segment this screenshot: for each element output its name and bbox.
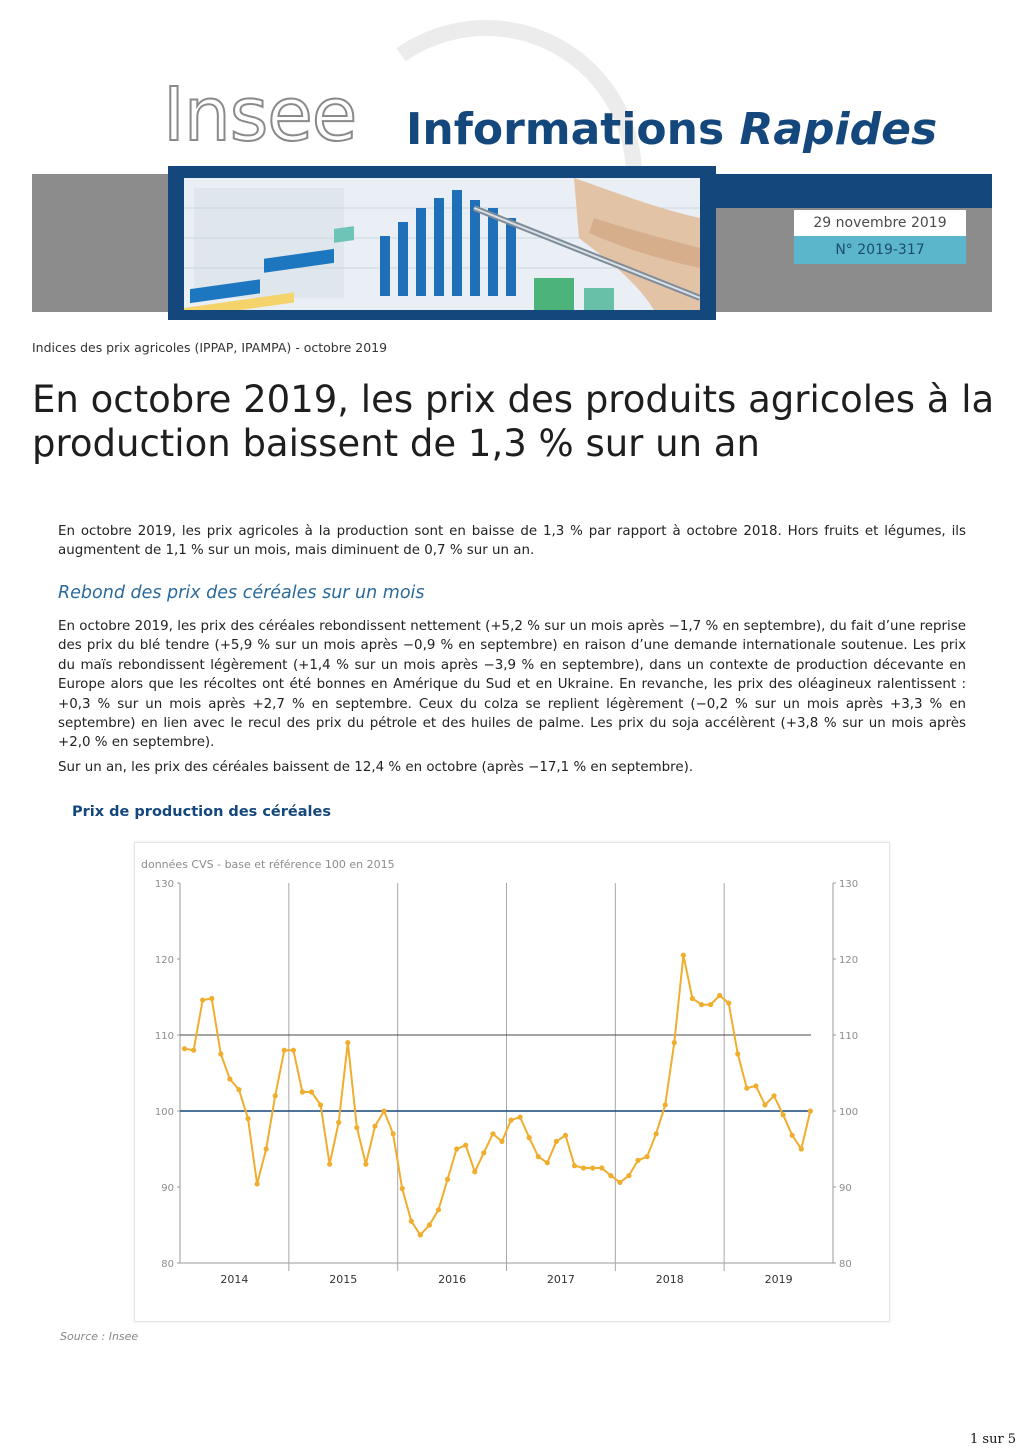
data-point <box>753 1083 758 1088</box>
data-point <box>472 1169 477 1174</box>
data-point <box>808 1108 813 1113</box>
data-point <box>264 1146 269 1151</box>
y-tick-label-right: 110 <box>839 1031 859 1042</box>
y-tick-label-right: 90 <box>839 1183 852 1194</box>
y-tick-label-right: 130 <box>839 879 859 890</box>
page-number: 1 sur 5 <box>970 1432 1017 1447</box>
data-point <box>245 1116 250 1121</box>
x-tick-label: 2015 <box>329 1273 358 1286</box>
data-point <box>781 1112 786 1117</box>
series-title-part1: Informations <box>406 104 740 155</box>
page-title: En octobre 2019, les prix des produits agricoles à la production baissent de 1,3 % sur un an <box>32 378 995 465</box>
data-point <box>554 1139 559 1144</box>
data-point <box>300 1089 305 1094</box>
x-tick-label: 2018 <box>655 1273 684 1286</box>
data-point <box>536 1154 541 1159</box>
data-point <box>218 1051 223 1056</box>
data-point <box>635 1158 640 1163</box>
data-point <box>336 1120 341 1125</box>
data-point <box>572 1163 577 1168</box>
data-point <box>200 997 205 1002</box>
data-point <box>508 1118 513 1123</box>
x-tick-label: 2017 <box>546 1273 575 1286</box>
data-point <box>463 1143 468 1148</box>
y-tick-label-right: 100 <box>839 1107 859 1118</box>
data-point <box>182 1046 187 1051</box>
data-point <box>345 1040 350 1045</box>
data-point <box>771 1093 776 1098</box>
chart-subtitle: données CVS - base et référence 100 en 2015 <box>141 858 395 871</box>
data-point <box>391 1131 396 1136</box>
data-point <box>381 1108 386 1113</box>
breadcrumb: Indices des prix agricoles (IPPAP, IPAMPA) - octobre 2019 <box>32 340 388 355</box>
data-point <box>690 996 695 1001</box>
data-point <box>599 1165 604 1170</box>
data-point <box>590 1165 595 1170</box>
x-tick-label: 2014 <box>220 1273 249 1286</box>
data-point <box>518 1114 523 1119</box>
series-title-part2: Rapides <box>739 104 938 155</box>
y-tick-label-left: 110 <box>154 1031 174 1042</box>
data-point <box>717 993 722 998</box>
data-point <box>282 1048 287 1053</box>
data-point <box>644 1154 649 1159</box>
data-point <box>481 1150 486 1155</box>
data-point <box>799 1146 804 1151</box>
data-point <box>254 1181 259 1186</box>
data-point <box>409 1219 414 1224</box>
data-point <box>227 1076 232 1081</box>
data-point <box>372 1124 377 1129</box>
y-tick-label-left: 100 <box>154 1107 174 1118</box>
data-point <box>735 1051 740 1056</box>
data-point <box>681 953 686 958</box>
data-point <box>563 1133 568 1138</box>
data-point <box>445 1177 450 1182</box>
body-paragraph-2: Sur un an, les prix des céréales baissent de 12,4 % en octobre (après −17,1 % en septembre). <box>58 760 694 775</box>
publication-date: 29 novembre 2019 <box>794 210 966 236</box>
series-line <box>185 955 811 1235</box>
y-tick-label-right: 120 <box>839 955 859 966</box>
data-point <box>236 1087 241 1092</box>
data-point <box>273 1093 278 1098</box>
data-point <box>545 1160 550 1165</box>
data-point <box>427 1222 432 1227</box>
data-point <box>762 1102 767 1107</box>
data-point <box>436 1207 441 1212</box>
y-tick-label-right: 80 <box>839 1259 852 1270</box>
y-tick-label-left: 80 <box>161 1259 174 1270</box>
data-point <box>318 1102 323 1107</box>
data-point <box>699 1002 704 1007</box>
y-tick-label-left: 130 <box>154 879 174 890</box>
data-point <box>626 1173 631 1178</box>
chart-container <box>134 842 890 1322</box>
data-point <box>617 1180 622 1185</box>
data-point <box>454 1146 459 1151</box>
x-tick-label: 2016 <box>438 1273 467 1286</box>
data-point <box>363 1162 368 1167</box>
publication-series-title <box>406 100 937 160</box>
data-point <box>400 1186 405 1191</box>
x-tick-label: 2019 <box>764 1273 793 1286</box>
data-point <box>418 1232 423 1237</box>
data-point <box>744 1086 749 1091</box>
data-point <box>499 1139 504 1144</box>
y-tick-label-left: 90 <box>161 1183 174 1194</box>
data-point <box>790 1133 795 1138</box>
data-point <box>309 1089 314 1094</box>
data-point <box>291 1048 296 1053</box>
section-heading: Rebond des prix des céréales sur un mois <box>58 583 425 603</box>
source-note: Source : Insee <box>60 1330 139 1343</box>
data-point <box>354 1125 359 1130</box>
data-point <box>327 1162 332 1167</box>
intro-paragraph: En octobre 2019, les prix agricoles à la production sont en baisse de 1,3 % par rapport à octobre 2018. Hors fruits et légumes, ils augmentent de 1,1 % sur un mois, mais diminuent de 0,7 % sur un an. <box>58 524 966 559</box>
line-chart <box>135 843 889 1321</box>
y-tick-label-left: 120 <box>154 955 174 966</box>
insee-logo: Insee <box>163 72 357 158</box>
header-accent-strip <box>716 174 992 208</box>
data-point <box>726 1000 731 1005</box>
data-point <box>527 1135 532 1140</box>
data-point <box>708 1002 713 1007</box>
body-paragraph: En octobre 2019, les prix des céréales rebondissent nettement (+5,2 % sur un mois après −1,7 % en septembre), du fait d’une reprise des prix du blé tendre (+5,9 % sur un mois après −0,9 % en septembre) en raison d’une demande internationale soutenue. Les prix du maïs rebondissent légèrement (+1,4 % sur un mois après −3,9 % en septembre), dans un contexte de production décevante en Europe alors que les récoltes ont été bonnes en Amérique du Sud et en Ukraine. En revanche, les prix des oléagineux ralentissent : +0,3 % sur un mois après +2,7 % en septembre. Ceux du colza se replient légèrement (−0,2 % sur un mois après +3,3 % en septembre) en lien avec le recul des prix du pétrole et des huiles de palme. Les prix du soja accélèrent (+3,8 % sur un mois après +2,0 % en septembre). <box>58 619 966 751</box>
data-point <box>654 1131 659 1136</box>
data-point <box>672 1040 677 1045</box>
chart-title: Prix de production des céréales <box>72 804 331 820</box>
header-photo <box>184 178 700 310</box>
data-point <box>663 1102 668 1107</box>
data-point <box>209 996 214 1001</box>
publication-number: N° 2019-317 <box>794 236 966 264</box>
data-point <box>191 1048 196 1053</box>
data-point <box>608 1173 613 1178</box>
data-point <box>581 1165 586 1170</box>
data-point <box>490 1131 495 1136</box>
